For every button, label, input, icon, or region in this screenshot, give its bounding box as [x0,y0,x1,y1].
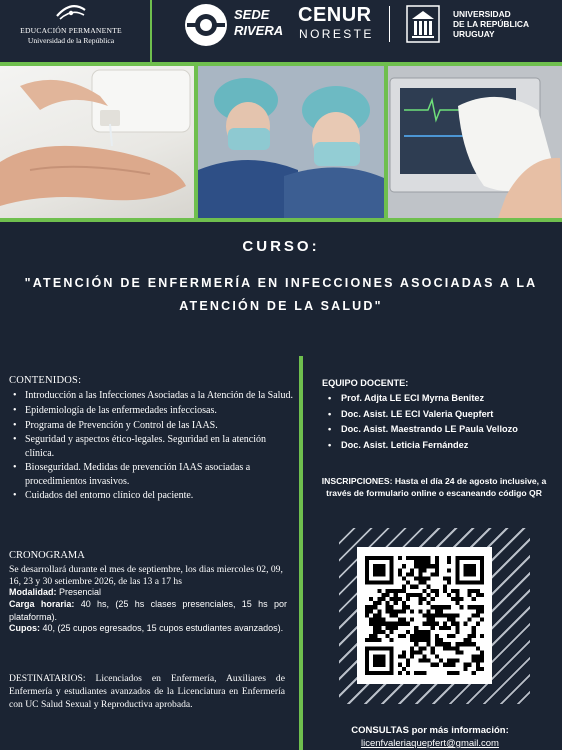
udelar-text [453,9,529,39]
ep-logo-block [0,0,142,64]
list-item: • Introducción a las Infecciones Asociadas a la Atención de la Salud. [13,389,295,402]
carga-horaria-info [9,598,287,623]
course-title [20,272,542,318]
header-separator [389,6,390,42]
equipo-heading: EQUIPO DOCENTE: [322,378,409,388]
modalidad-info [9,586,293,598]
list-item: • Doc. Asist. Leticia Fernández [328,438,556,454]
header-divider [150,0,152,62]
list-item: • Prof. Adjta LE ECI Myrna Benitez [328,391,556,407]
course-title-line-1: "ATENCIÓN DE ENFERMERÍA EN INFECCIONES ASOCIADAS A LA [24,276,538,290]
sede-rivera-logo-icon [184,3,228,47]
cupos-info [9,622,293,634]
cronograma-text: Se desarrollará durante el mes de septiembre, los dias miercoles 02, 09, 16, 23 y 30 setiembre 2026, de las 13 a 17 hs [9,564,283,588]
ep-arc-logo-icon [54,2,88,22]
carga-label: Carga horaria: [9,599,75,609]
consultas-heading: CONSULTAS por más información: [351,725,509,736]
inscripciones-text: INSCRIPCIONES: Hasta el día 24 de agosto inclusive, a través de formulario online o escaneando código QR [321,476,547,498]
destinatarios-text: DESTINATARIOS: Licenciados en Enfermería, Auxiliares de Enfermería y estudiantes avanzados de la Licenciatura en Enfermería con UC Salud Sexual y Reproductiva aprobada. [9,673,285,711]
cenur-title: CENUR [298,4,372,26]
cenur-subtitle: NORESTE [299,27,374,41]
list-item: • Doc. Asist. Maestrando LE Paula Vellozo [328,422,556,438]
sede-rivera-text [234,7,283,39]
ep-title: EDUCACIÓN PERMANENTE [20,26,122,35]
contenidos-list [13,389,295,504]
list-item: • Programa de Prevención y Control de las IAAS. [13,419,295,432]
list-item: • Bioseguridad. Medidas de prevención IAAS asociadas a procedimientos invasivos. [13,461,295,487]
photo-monitor-cleaning [388,66,562,218]
udelar-line-2: DE LA REPÚBLICA [453,19,529,29]
column-divider [299,356,303,750]
udelar-line-1: UNIVERSIDAD [453,9,511,19]
equipo-list [328,391,556,453]
course-title-line-2: ATENCIÓN DE LA SALUD" [179,299,383,313]
list-item: • Seguridad y aspectos ético-legales. Seguridad en la atención clínica. [13,433,295,459]
ep-subtitle: Universidad de la República [27,36,115,45]
cupos-label: Cupos: [9,623,40,633]
sede-line-2: RIVERA [234,23,284,38]
photo-surgeons [198,66,384,218]
course-label: CURSO: [242,238,320,255]
modalidad-label: Modalidad: [9,587,57,597]
qr-code-card[interactable] [357,547,492,684]
sede-line-1: SEDE [234,7,270,22]
modalidad-value: Presencial [59,587,102,597]
udelar-building-logo-icon [406,5,440,43]
list-item: • Epidemiología de las enfermedades infecciosas. [13,404,295,417]
cronograma-heading: CRONOGRAMA [9,550,85,561]
carga-value: 40 hs, (25 hs clases presenciales, 15 hs por plataforma). [9,599,287,622]
udelar-line-3: URUGUAY [453,29,495,39]
header-bar [0,0,562,64]
list-item: • Cuidados del entorno clínico del paciente. [13,489,295,502]
qr-code-icon[interactable] [365,556,484,675]
photo-strip [0,62,562,222]
cupos-value: 40, (25 cupos egresados, 15 cupos estudiantes avanzados). [42,623,284,633]
list-item: • Doc. Asist. LE ECI Valeria Quepfert [328,407,556,423]
photo-hand-sanitizer [0,66,194,218]
consultas-email-link[interactable]: licenfvaleriaquepfert@gmail.com [361,738,499,749]
contenidos-heading: CONTENIDOS: [9,375,82,386]
